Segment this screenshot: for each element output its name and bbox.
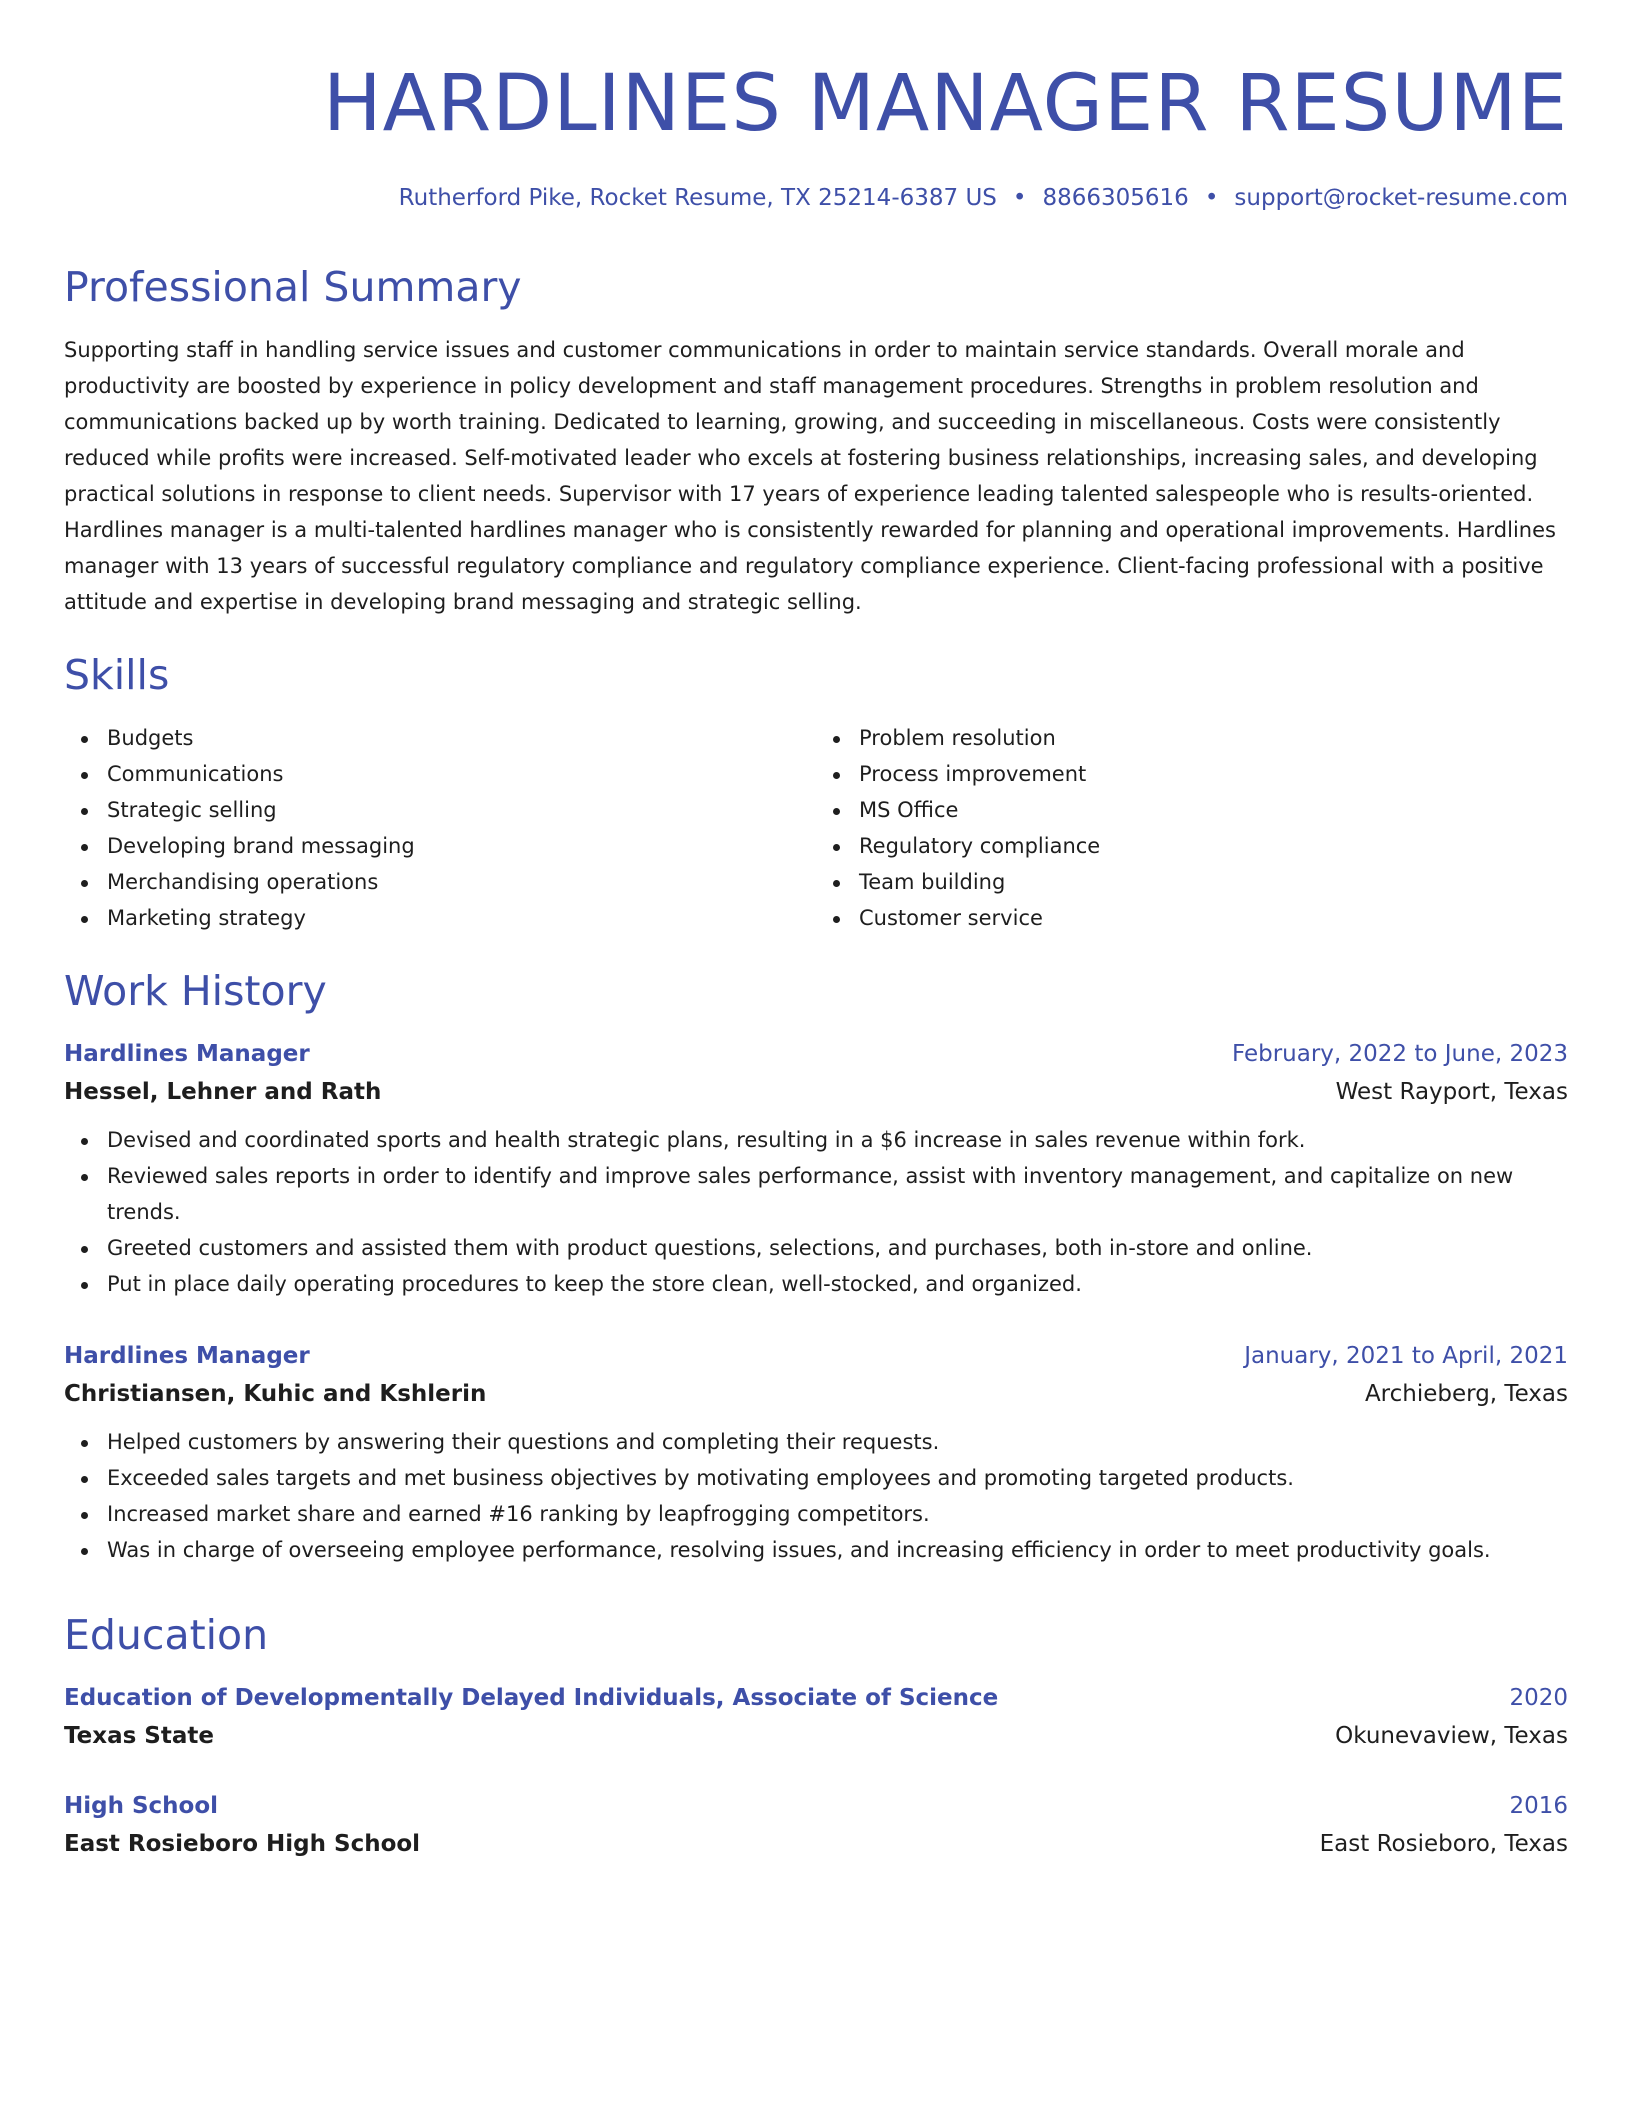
education-location: Okunevaview, Texas	[1335, 1723, 1568, 1749]
skill-item: Budgets	[107, 720, 816, 756]
contact-separator: •	[1012, 185, 1027, 211]
job-company: Hessel, Lehner and Rath	[64, 1079, 382, 1105]
summary-section	[64, 262, 1568, 641]
job-entry	[64, 1338, 1568, 1568]
contact-line	[64, 184, 1568, 212]
education-entry	[64, 1680, 1568, 1756]
contact-email[interactable]: support@rocket-resume.com	[1234, 185, 1568, 211]
job-bullet: Reviewed sales reports in order to identify and improve sales performance, assist with inventory management, and capitalize on new trends.	[107, 1158, 1568, 1230]
work-history-section	[64, 966, 1568, 1568]
education-entry	[64, 1788, 1568, 1864]
skill-item: Developing brand messaging	[107, 828, 816, 864]
contact-phone: 8866305616	[1042, 185, 1189, 211]
skill-item: Strategic selling	[107, 792, 816, 828]
job-title-row	[64, 1036, 1568, 1072]
job-location: West Rayport, Texas	[1335, 1079, 1568, 1105]
skills-section	[64, 650, 1568, 936]
job-company-row	[64, 1374, 1568, 1414]
skills-list-left	[64, 720, 816, 936]
summary-text: Supporting staff in handling service issues and customer communications in order to maintain service standards. Overall morale and productivity are boosted by experience in policy development and staff management procedures. Strengths in problem resolution and communications backed up by worth training. Dedicated to learning, growing, and succeeding in miscellaneous. Costs were consistently reduced while profits were increased. Self-motivated leader who excels at fostering business relationships, increasing sales, and developing practical solutions in response to client needs. Supervisor with 17 years of experience leading talented salespeople who is results-oriented. Hardlines manager is a multi-talented hardlines manager who is consistently rewarded for planning and operational improvements. Hardlines manager with 13 years of successful regulatory compliance and regulatory compliance experience. Client-facing professional with a positive attitude and expertise in developing brand messaging and strategic selling.	[64, 338, 1556, 614]
education-school-row	[64, 1716, 1568, 1756]
skill-item: Merchandising operations	[107, 864, 816, 900]
education-year: 2016	[1509, 1793, 1568, 1819]
skill-item: MS Office	[859, 792, 1568, 828]
contact-address: Rutherford Pike, Rocket Resume, TX 25214-6387 US	[398, 185, 997, 211]
job-title: Hardlines Manager	[64, 1041, 310, 1067]
job-bullets	[64, 1424, 1568, 1568]
resume-header	[64, 0, 1568, 212]
education-school: East Rosieboro High School	[64, 1831, 421, 1857]
education-heading: Education	[64, 1611, 269, 1659]
job-company-row	[64, 1072, 1568, 1112]
skill-item: Customer service	[859, 900, 1568, 936]
job-entry	[64, 1036, 1568, 1302]
education-degree-row	[64, 1680, 1568, 1716]
job-bullet: Devised and coordinated sports and health strategic plans, resulting in a $6 increase in sales revenue within fork.	[107, 1122, 1568, 1158]
education-degree-row	[64, 1788, 1568, 1824]
skill-item: Marketing strategy	[107, 900, 816, 936]
resume-title: HARDLINES MANAGER RESUME	[322, 59, 1568, 149]
skills-columns	[64, 720, 1568, 936]
job-bullet: Increased market share and earned #16 ranking by leapfrogging competitors.	[107, 1496, 1568, 1532]
job-bullet: Helped customers by answering their questions and completing their requests.	[107, 1424, 1568, 1460]
education-section	[64, 1610, 1568, 1864]
job-title-row	[64, 1338, 1568, 1374]
job-dates: February, 2022 to June, 2023	[1231, 1041, 1568, 1067]
skill-item: Communications	[107, 756, 816, 792]
education-degree: Education of Developmentally Delayed Individuals, Associate of Science	[64, 1685, 999, 1711]
job-bullet: Was in charge of overseeing employee performance, resolving issues, and increasing efficiency in order to meet productivity goals.	[107, 1532, 1568, 1568]
job-bullets	[64, 1122, 1568, 1302]
job-bullet: Exceeded sales targets and met business objectives by motivating employees and promoting targeted products.	[107, 1460, 1568, 1496]
job-location: Archieberg, Texas	[1364, 1381, 1568, 1407]
skill-item: Process improvement	[859, 756, 1568, 792]
skills-heading: Skills	[64, 651, 170, 699]
education-school: Texas State	[64, 1723, 214, 1749]
work-history-heading: Work History	[64, 967, 327, 1015]
job-title: Hardlines Manager	[64, 1343, 310, 1369]
contact-separator: •	[1204, 185, 1219, 211]
summary-heading: Professional Summary	[64, 263, 522, 311]
skill-item: Problem resolution	[859, 720, 1568, 756]
skill-item: Regulatory compliance	[859, 828, 1568, 864]
job-dates: January, 2021 to April, 2021	[1244, 1343, 1568, 1369]
education-school-row	[64, 1824, 1568, 1864]
education-location: East Rosieboro, Texas	[1319, 1831, 1568, 1857]
skill-item: Team building	[859, 864, 1568, 900]
skills-list-right	[816, 720, 1568, 936]
job-bullet: Greeted customers and assisted them with product questions, selections, and purchases, both in-store and online.	[107, 1230, 1568, 1266]
job-bullet: Put in place daily operating procedures to keep the store clean, well-stocked, and organized.	[107, 1266, 1568, 1302]
education-degree: High School	[64, 1793, 219, 1819]
education-year: 2020	[1509, 1685, 1568, 1711]
job-company: Christiansen, Kuhic and Kshlerin	[64, 1381, 487, 1407]
